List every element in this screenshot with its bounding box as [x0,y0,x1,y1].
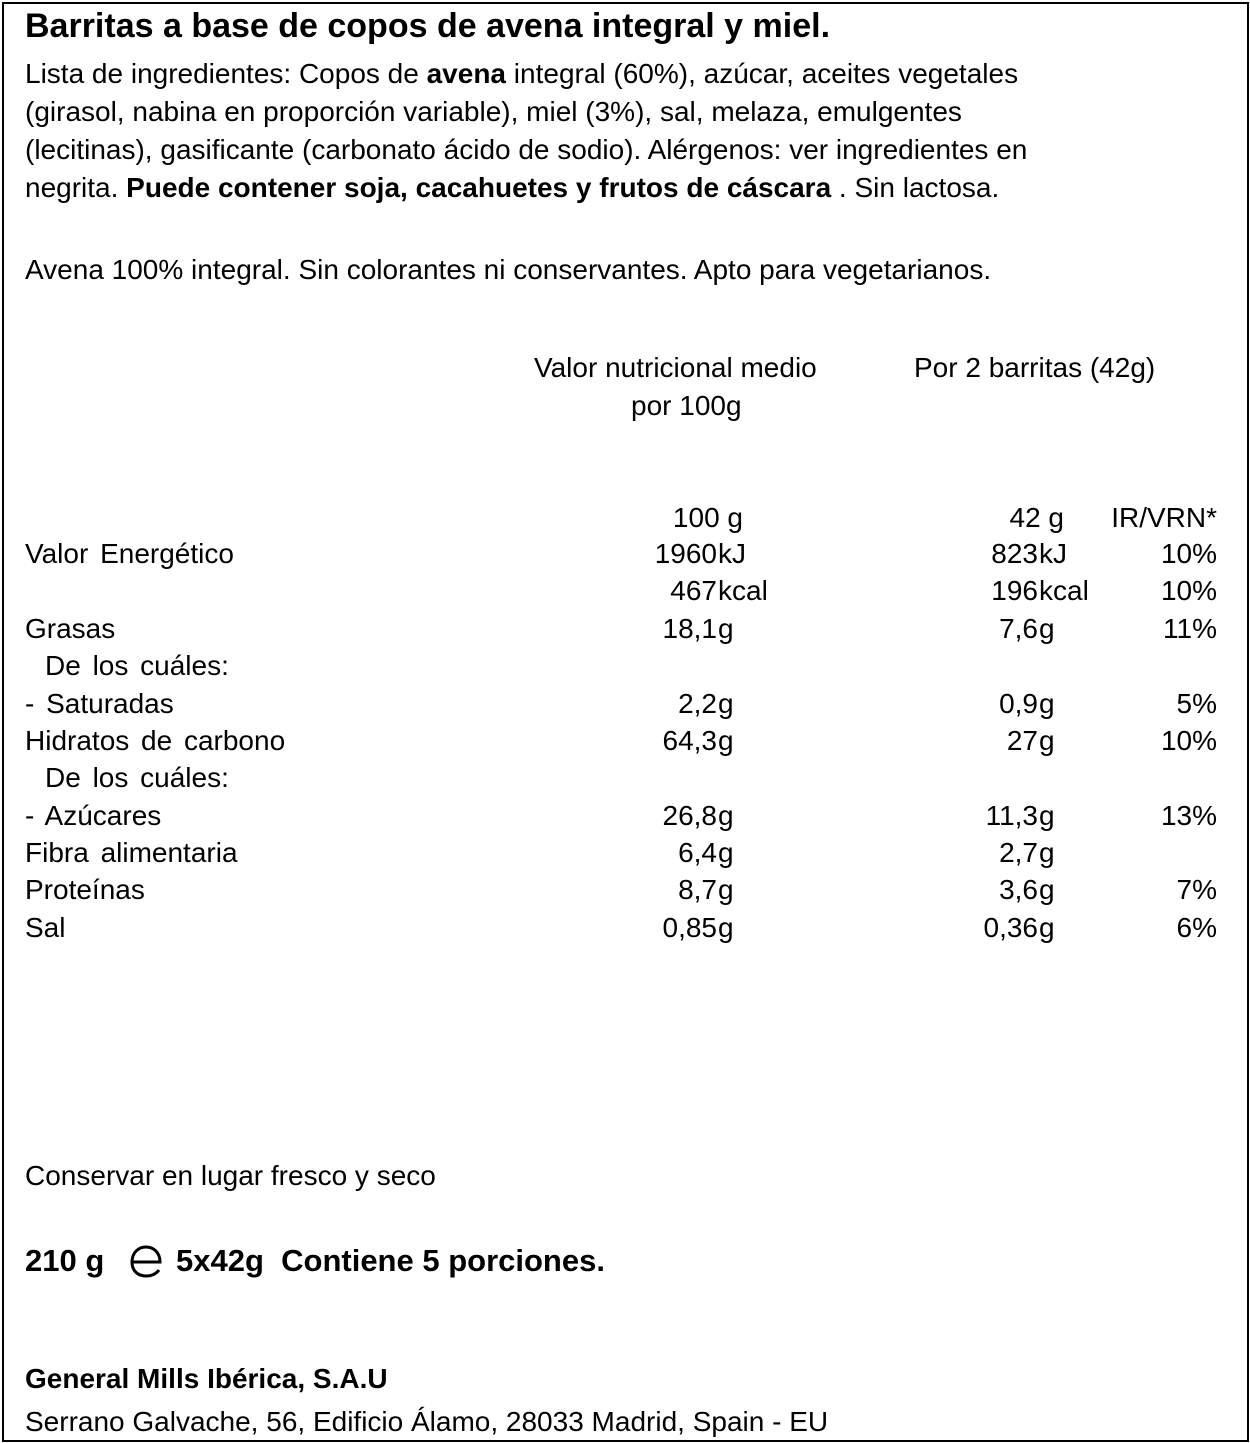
value-per-100g: 2,2 [678,688,717,719]
ingredients-text: negrita. [25,172,127,203]
header-per-100g-line2: por 100g [631,390,742,421]
unit-per-100g: g [718,688,734,719]
header-per-100g-line1: Valor nutricional medio [534,352,817,383]
ingredients-text: . Sin lactosa. [831,172,1000,203]
value-per-100g: 64,3 [662,725,717,756]
ingredients-text: integral (60%), azúcar, aceites vegetales [506,58,1019,89]
ingredients-line-3: (lecitinas), gasificante (carbonato ácido de sodio). Alérgenos: ver ingredientes en [25,134,1028,165]
value-per-100g: 467 [670,575,717,606]
unit-per-100g: g [718,837,734,868]
ingredients-line-1 [25,60,1018,88]
reference-intake-percent: 7% [1176,874,1217,905]
nutrient-label: - Saturadas [25,688,174,719]
unit-per-100g: kcal [718,575,768,606]
nutrient-label: Fibra alimentaria [25,837,238,868]
net-weight: 210 g [25,1243,105,1278]
value-per-100g: 1960 [654,538,717,569]
nutrient-label: Hidratos de carbono [25,725,286,756]
unit-per-100g: kJ [718,538,746,569]
storage-instructions: Conservar en lugar fresco y seco [25,1160,436,1191]
value-per-portion: 3,6 [999,874,1038,905]
value-per-100g: 0,85 [662,912,717,943]
reference-intake-percent: 10% [1160,725,1217,756]
value-per-100g: 18,1 [662,613,717,644]
unit-per-portion: g [1039,800,1055,831]
subheader-ir-vrn: IR/VRN* [1111,502,1217,533]
value-per-100g: 6,4 [678,837,717,868]
unit-per-portion: kJ [1039,538,1067,569]
reference-intake-percent: 10% [1160,575,1217,606]
unit-per-100g: g [718,613,734,644]
value-per-portion: 27 [1006,725,1038,756]
reference-intake-percent: 11% [1163,613,1217,644]
subheader-42g: 42 g [1009,502,1064,533]
product-title: Barritas a base de copos de avena integral y miel. [25,7,831,45]
reference-intake-percent: 10% [1160,538,1217,569]
unit-per-100g: g [718,800,734,831]
value-per-portion: 196 [991,575,1038,606]
unit-per-portion: g [1039,688,1055,719]
value-per-100g: 26,8 [662,800,717,831]
unit-per-100g: g [718,725,734,756]
unit-per-portion: kcal [1039,575,1089,606]
value-per-portion: 0,36 [983,912,1038,943]
unit-per-portion: g [1039,874,1055,905]
subheader-100g: 100 g [672,502,743,533]
reference-intake-percent: 5% [1176,688,1217,719]
product-claims: Avena 100% integral. Sin colorantes ni conservantes. Apto para vegetarianos. [25,254,992,285]
value-per-portion: 7,6 [999,613,1038,644]
reference-intake-percent: 13% [1160,800,1217,831]
portions-info: 5x42g Contiene 5 porciones. [176,1243,605,1278]
estimated-sign-icon [128,1244,164,1278]
value-per-portion: 823 [991,538,1038,569]
nutrient-label: Proteínas [25,874,145,905]
unit-per-100g: g [718,874,734,905]
ingredients-line-2: (girasol, nabina en proporción variable), miel (3%), sal, melaza, emulgentes [25,96,962,127]
unit-per-100g: g [718,912,734,943]
header-per-portion: Por 2 barritas (42g) [914,352,1156,383]
unit-per-portion: g [1039,837,1055,868]
allergen-warning-bold: Puede contener soja, cacahuetes y frutos de cáscara [126,172,832,203]
ingredients-text: Lista de ingredientes: Copos de [25,58,427,89]
company-name: General Mills Ibérica, S.A.U [25,1363,388,1394]
value-per-portion: 11,3 [985,800,1038,831]
unit-per-portion: g [1039,912,1055,943]
ingredients-line-4 [25,174,999,202]
company-address: Serrano Galvache, 56, Edificio Álamo, 28033 Madrid, Spain - EU [25,1406,829,1437]
nutrient-label: - Azúcares [25,800,162,831]
nutrient-label: Grasas [25,613,116,644]
value-per-portion: 0,9 [999,688,1038,719]
value-per-portion: 2,7 [999,837,1038,868]
unit-per-portion: g [1039,613,1055,644]
nutrient-label: Sal [25,912,66,943]
unit-per-portion: g [1039,725,1055,756]
nutrient-label: De los cuáles: [45,762,229,793]
allergen-bold-avena: avena [426,58,507,89]
label-border [2,2,1249,1442]
nutrient-label: De los cuáles: [45,650,229,681]
value-per-100g: 8,7 [678,874,717,905]
reference-intake-percent: 6% [1176,912,1217,943]
nutrient-label: Valor Energético [25,538,234,569]
